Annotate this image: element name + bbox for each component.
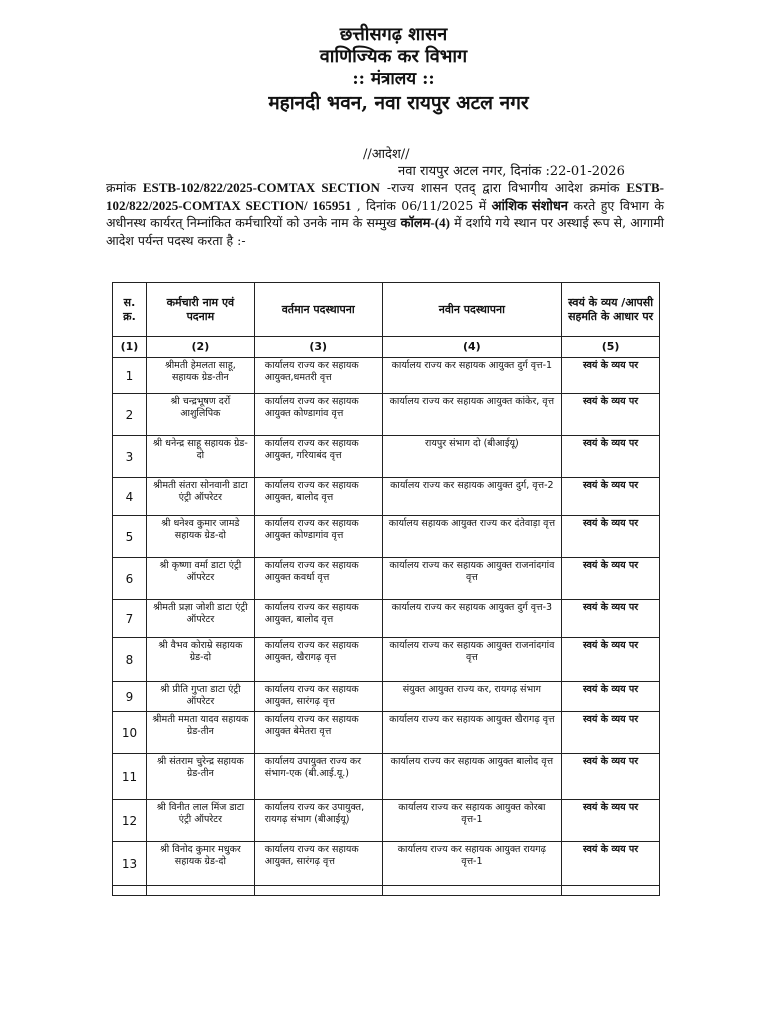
table-row bbox=[113, 842, 660, 886]
paragraph-text-2: , दिनांक 06/11/2025 में bbox=[356, 197, 487, 213]
new-posting-cell: कार्यालय राज्य कर सहायक आयुक्त बालोद वृत्त bbox=[382, 754, 562, 800]
order-title: //आदेश// bbox=[363, 147, 410, 162]
table-row bbox=[113, 638, 660, 682]
header-serial: स. क्र. bbox=[113, 283, 147, 337]
current-posting-cell: कार्यालय राज्य कर सहायक आयुक्त, सारंगढ़ वृत्त bbox=[254, 682, 382, 712]
current-posting-cell: कार्यालय राज्य कर सहायक आयुक्त बेमेतरा वृत्त bbox=[254, 712, 382, 754]
col-number: (2) bbox=[146, 337, 254, 358]
consent-cell: स्वयं के व्यय पर bbox=[562, 394, 660, 436]
header-employee: कर्मचारी नाम एवं पदनाम bbox=[146, 283, 254, 337]
reference-number-2: ESTB-102/822/2025-COMTAX SECTION/ 165951 bbox=[106, 180, 664, 213]
office-address: महानदी भवन, नवा रायपुर अटल नगर bbox=[268, 92, 529, 114]
col-number: (5) bbox=[562, 337, 660, 358]
employee-name-cell: श्रीमती संतरा सोनवानी डाटा एंट्री ऑपरेटर bbox=[146, 478, 254, 516]
consent-cell: स्वयं के व्यय पर bbox=[562, 712, 660, 754]
serial-number-cell: 13 bbox=[113, 842, 147, 886]
ministry-label: :: मंत्रालय :: bbox=[352, 69, 435, 89]
new-posting-cell: कार्यालय राज्य कर सहायक आयुक्त राजनांदगांव वृत्त bbox=[382, 558, 562, 600]
consent-cell: स्वयं के व्यय पर bbox=[562, 682, 660, 712]
table-row bbox=[113, 682, 660, 712]
header-current-posting: वर्तमान पदस्थापना bbox=[254, 283, 382, 337]
consent-cell: स्वयं के व्यय पर bbox=[562, 478, 660, 516]
consent-cell: स्वयं के व्यय पर bbox=[562, 800, 660, 842]
serial-number-cell: 6 bbox=[113, 558, 147, 600]
consent-cell: स्वयं के व्यय पर bbox=[562, 842, 660, 886]
header-consent: स्वयं के व्यय /आपसी सहमति के आधार पर bbox=[562, 283, 660, 337]
employee-name-cell: श्री विनोद कुमार मधुकर सहायक ग्रेड-दो bbox=[146, 842, 254, 886]
employee-name-cell: श्री वैभव कोराम्रे सहायक ग्रेड-दो bbox=[146, 638, 254, 682]
government-name: छत्तीसगढ़ शासन bbox=[339, 24, 448, 45]
letterhead bbox=[0, 24, 767, 116]
consent-cell: स्वयं के व्यय पर bbox=[562, 638, 660, 682]
table-row bbox=[113, 436, 660, 478]
current-posting-cell: कार्यालय राज्य कर सहायक आयुक्त, खैरागढ़ वृत्त bbox=[254, 638, 382, 682]
employee-name-cell: श्री विनीत लाल मिंज डाटा एंट्री ऑपरेटर bbox=[146, 800, 254, 842]
new-posting-cell: कार्यालय राज्य कर सहायक आयुक्त दुर्ग, वृत्त-2 bbox=[382, 478, 562, 516]
current-posting-cell: कार्यालय राज्य कर सहायक आयुक्त कवर्धा वृत्त bbox=[254, 558, 382, 600]
current-posting-cell: कार्यालय राज्य कर सहायक आयुक्त कोण्डागांव वृत्त bbox=[254, 516, 382, 558]
current-posting-cell: कार्यालय राज्य कर सहायक आयुक्त, बालोद वृत्त bbox=[254, 478, 382, 516]
table-row bbox=[113, 600, 660, 638]
new-posting-cell: कार्यालय राज्य कर सहायक आयुक्त राजनांदगांव वृत्त bbox=[382, 638, 562, 682]
serial-number-cell: 3 bbox=[113, 436, 147, 478]
serial-number-cell: 8 bbox=[113, 638, 147, 682]
place-date: नवा रायपुर अटल नगर, दिनांक :22-01-2026 bbox=[398, 164, 625, 179]
column-4-label: कॉलम-(4) bbox=[400, 215, 450, 230]
empty-cell bbox=[146, 886, 254, 896]
table-row bbox=[113, 800, 660, 842]
col-number: (4) bbox=[382, 337, 562, 358]
consent-cell: स्वयं के व्यय पर bbox=[562, 358, 660, 394]
serial-number-cell: 9 bbox=[113, 682, 147, 712]
empty-cell bbox=[382, 886, 562, 896]
new-posting-cell: रायपुर संभाग दो (बीआईयू) bbox=[382, 436, 562, 478]
col-number: (3) bbox=[254, 337, 382, 358]
table-row bbox=[113, 516, 660, 558]
employee-name-cell: श्रीमती हेमलता साहू, सहायक ग्रेड-तीन bbox=[146, 358, 254, 394]
table-row bbox=[113, 558, 660, 600]
partial-amendment-label: आंशिक संशोधन bbox=[491, 197, 569, 213]
current-posting-cell: कार्यालय राज्य कर सहायक आयुक्त,धमतरी वृत्त bbox=[254, 358, 382, 394]
current-posting-cell: कार्यालय राज्य कर सहायक आयुक्त, सारंगढ़ वृत्त bbox=[254, 842, 382, 886]
serial-number-cell: 11 bbox=[113, 754, 147, 800]
paragraph-text-1: -राज्य शासन एतद् द्वारा विभागीय आदेश bbox=[386, 180, 583, 195]
table-row bbox=[113, 478, 660, 516]
consent-cell: स्वयं के व्यय पर bbox=[562, 600, 660, 638]
consent-cell: स्वयं के व्यय पर bbox=[562, 754, 660, 800]
kramank-label-1: क्रमांक bbox=[106, 180, 136, 195]
serial-number-cell: 10 bbox=[113, 712, 147, 754]
serial-number-cell: 2 bbox=[113, 394, 147, 436]
new-posting-cell: कार्यालय राज्य कर सहायक आयुक्त खैरागढ़ वृत्त bbox=[382, 712, 562, 754]
table-row bbox=[113, 886, 660, 896]
serial-number-cell: 12 bbox=[113, 800, 147, 842]
new-posting-cell: कार्यालय सहायक आयुक्त राज्य कर दंतेवाड़ा वृत्त bbox=[382, 516, 562, 558]
new-posting-cell: संयुक्त आयुक्त राज्य कर, रायगढ़ संभाग bbox=[382, 682, 562, 712]
header-new-posting: नवीन पदस्थापना bbox=[382, 283, 562, 337]
employee-name-cell: श्री प्रीति गुप्ता डाटा एंट्री ऑपरेटर bbox=[146, 682, 254, 712]
table-row bbox=[113, 394, 660, 436]
kramank-label-2: क्रमांक bbox=[589, 180, 620, 195]
paragraph-text-3: करते हुए विभाग के अधीनस्थ कार्यरत् निम्नांकित कर्मचारियों को उनके नाम के सम्मुख bbox=[106, 197, 664, 230]
consent-cell: स्वयं के व्यय पर bbox=[562, 558, 660, 600]
column-number-row bbox=[113, 337, 660, 358]
employee-name-cell: श्री धनेश्व कुमार जामडे सहायक ग्रेड-दो bbox=[146, 516, 254, 558]
table-row bbox=[113, 712, 660, 754]
col-number: (1) bbox=[113, 337, 147, 358]
consent-cell: स्वयं के व्यय पर bbox=[562, 516, 660, 558]
table-row bbox=[113, 358, 660, 394]
current-posting-cell: कार्यालय राज्य कर सहायक आयुक्त, बालोद वृत्त bbox=[254, 600, 382, 638]
serial-number-cell: 4 bbox=[113, 478, 147, 516]
table-header-row bbox=[113, 283, 660, 337]
table-row bbox=[113, 754, 660, 800]
employee-name-cell: श्रीमती ममता यादव सहायक ग्रेड-तीन bbox=[146, 712, 254, 754]
new-posting-cell: कार्यालय राज्य कर सहायक आयुक्त रायगढ़ वृत्त-1 bbox=[382, 842, 562, 886]
new-posting-cell: कार्यालय राज्य कर सहायक आयुक्त दुर्ग वृत्त-3 bbox=[382, 600, 562, 638]
new-posting-cell: कार्यालय राज्य कर सहायक आयुक्त कोरबा वृत्त-1 bbox=[382, 800, 562, 842]
current-posting-cell: कार्यालय राज्य कर सहायक आयुक्त कोण्डागांव वृत्त bbox=[254, 394, 382, 436]
order-paragraph bbox=[106, 179, 664, 249]
serial-number-cell: 1 bbox=[113, 358, 147, 394]
employee-name-cell: श्री कृष्णा वर्मा डाटा एंट्री ऑपरेटर bbox=[146, 558, 254, 600]
current-posting-cell: कार्यालय राज्य कर सहायक आयुक्त, गरियाबंद वृत्त bbox=[254, 436, 382, 478]
department-name: वाणिज्यिक कर विभाग bbox=[319, 46, 468, 67]
serial-number-cell: 5 bbox=[113, 516, 147, 558]
empty-cell bbox=[254, 886, 382, 896]
new-posting-cell: कार्यालय राज्य कर सहायक आयुक्त कांकेर, वृत्त bbox=[382, 394, 562, 436]
consent-cell: स्वयं के व्यय पर bbox=[562, 436, 660, 478]
reference-number-1: ESTB-102/822/2025-COMTAX SECTION bbox=[142, 180, 380, 195]
empty-cell bbox=[113, 886, 147, 896]
current-posting-cell: कार्यालय राज्य कर उपायुक्त, रायगढ़ संभाग (बीआईयू) bbox=[254, 800, 382, 842]
transfer-table bbox=[112, 282, 660, 896]
empty-cell bbox=[562, 886, 660, 896]
employee-name-cell: श्री धनेन्द्र साहू सहायक ग्रेड-दो bbox=[146, 436, 254, 478]
employee-name-cell: श्रीमती प्रज्ञा जोशी डाटा एंट्री ऑपरेटर bbox=[146, 600, 254, 638]
employee-name-cell: श्री संतराम चुरेन्द्र सहायक ग्रेड-तीन bbox=[146, 754, 254, 800]
paragraph-text-4: में दर्शाये गये स्थान पर अस्थाई रूप से, आगामी आदेश पर्यन्त पदस्थ करता है :- bbox=[106, 215, 664, 248]
employee-name-cell: श्री चन्द्रभूषण दर्रो आशुलिपिक bbox=[146, 394, 254, 436]
current-posting-cell: कार्यालय उपायुक्त राज्य कर संभाग-एक (बी.आई.यू.) bbox=[254, 754, 382, 800]
new-posting-cell: कार्यालय राज्य कर सहायक आयुक्त दुर्ग वृत्त-1 bbox=[382, 358, 562, 394]
serial-number-cell: 7 bbox=[113, 600, 147, 638]
